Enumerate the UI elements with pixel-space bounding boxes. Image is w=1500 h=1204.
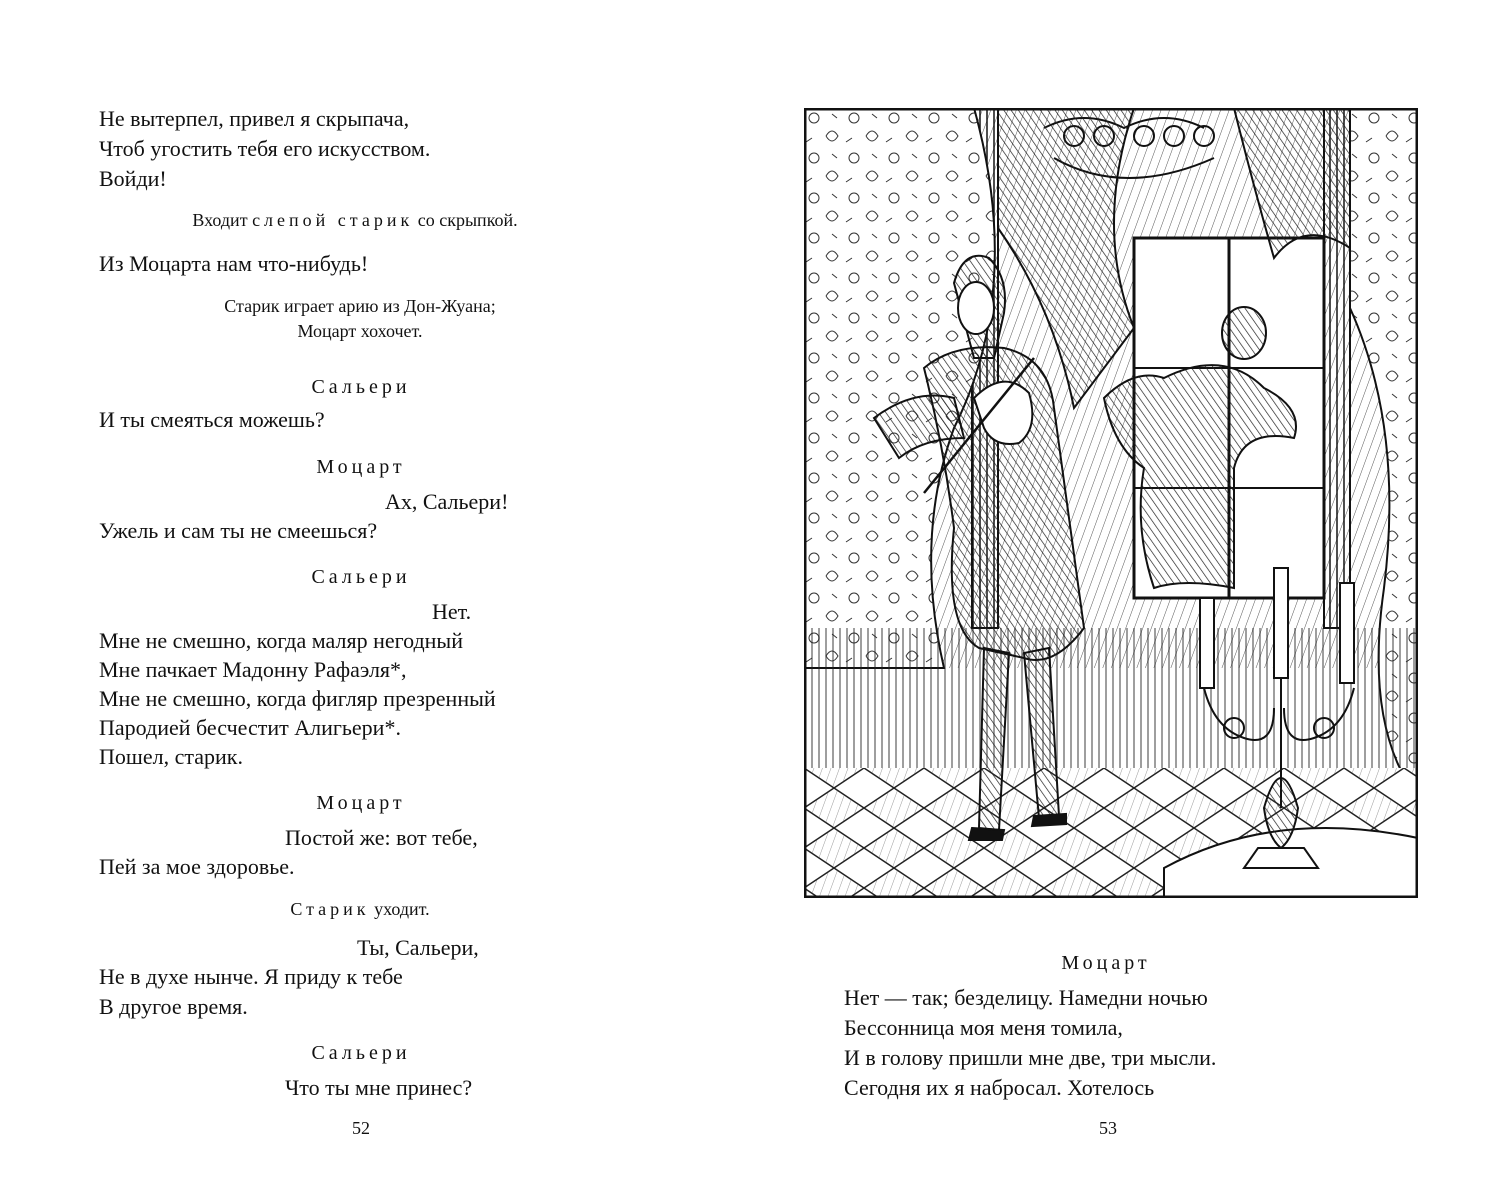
- verse-line: Пошел, старик.: [99, 744, 243, 769]
- speaker-name: Сальери: [311, 1042, 411, 1064]
- verse-line: Ужель и сам ты не смеешься?: [99, 518, 378, 543]
- verse-line: Ах, Сальери!: [385, 489, 509, 514]
- speaker-name: Сальери: [311, 566, 411, 588]
- verse-line: Мне не смешно, когда фигляр презренный: [99, 686, 496, 711]
- verse-line: Пародией бесчестит Алигьери*.: [99, 715, 401, 740]
- speaker-name: Моцарт: [316, 792, 406, 814]
- speaker-name: Моцарт: [316, 456, 406, 478]
- stage-direction: Старик уходит.: [290, 899, 430, 919]
- verse-line: Бессонница моя меня томила,: [844, 1015, 1123, 1040]
- verse-line: Из Моцарта нам что-нибудь!: [99, 251, 369, 276]
- verse-line: В другое время.: [99, 994, 248, 1019]
- violinist-engraving-icon: [804, 108, 1418, 898]
- verse-line: Чтоб угостить тебя его искусством.: [99, 136, 431, 161]
- verse-line: Не в духе нынче. Я приду к тебе: [99, 964, 403, 989]
- speaker-name: Сальери: [311, 376, 411, 398]
- verse-line: Мне не смешно, когда маляр негодный: [99, 628, 463, 653]
- page-number: 52: [352, 1118, 370, 1138]
- stage-direction: Моцарт хохочет.: [297, 321, 423, 341]
- page-number: 53: [1099, 1118, 1117, 1138]
- speaker-name: Моцарт: [1061, 952, 1151, 974]
- verse-line: Мне пачкает Мадонну Рафаэля*,: [99, 657, 407, 682]
- verse-line: И в голову пришли мне две, три мысли.: [844, 1045, 1217, 1070]
- verse-line: Сегодня их я набросал. Хотелось: [844, 1075, 1155, 1100]
- verse-line: Войди!: [99, 166, 167, 191]
- verse-line: Ты, Сальери,: [357, 935, 479, 960]
- verse-line: Нет — так; безделицу. Намедни ночью: [844, 985, 1208, 1010]
- verse-line: Постой же: вот тебе,: [285, 825, 478, 850]
- verse-line: И ты смеяться можешь?: [99, 407, 325, 432]
- verse-line: Что ты мне принес?: [285, 1075, 473, 1100]
- left-page: [0, 0, 740, 1204]
- verse-line: Нет.: [432, 599, 472, 624]
- stage-direction: Старик играет арию из Дон-Жуана;: [224, 296, 496, 316]
- stage-direction: Входит слепой старик со скрыпкой.: [192, 210, 518, 230]
- verse-line: Не вытерпел, привел я скрыпача,: [99, 106, 410, 131]
- verse-line: Пей за мое здоровье.: [99, 854, 295, 879]
